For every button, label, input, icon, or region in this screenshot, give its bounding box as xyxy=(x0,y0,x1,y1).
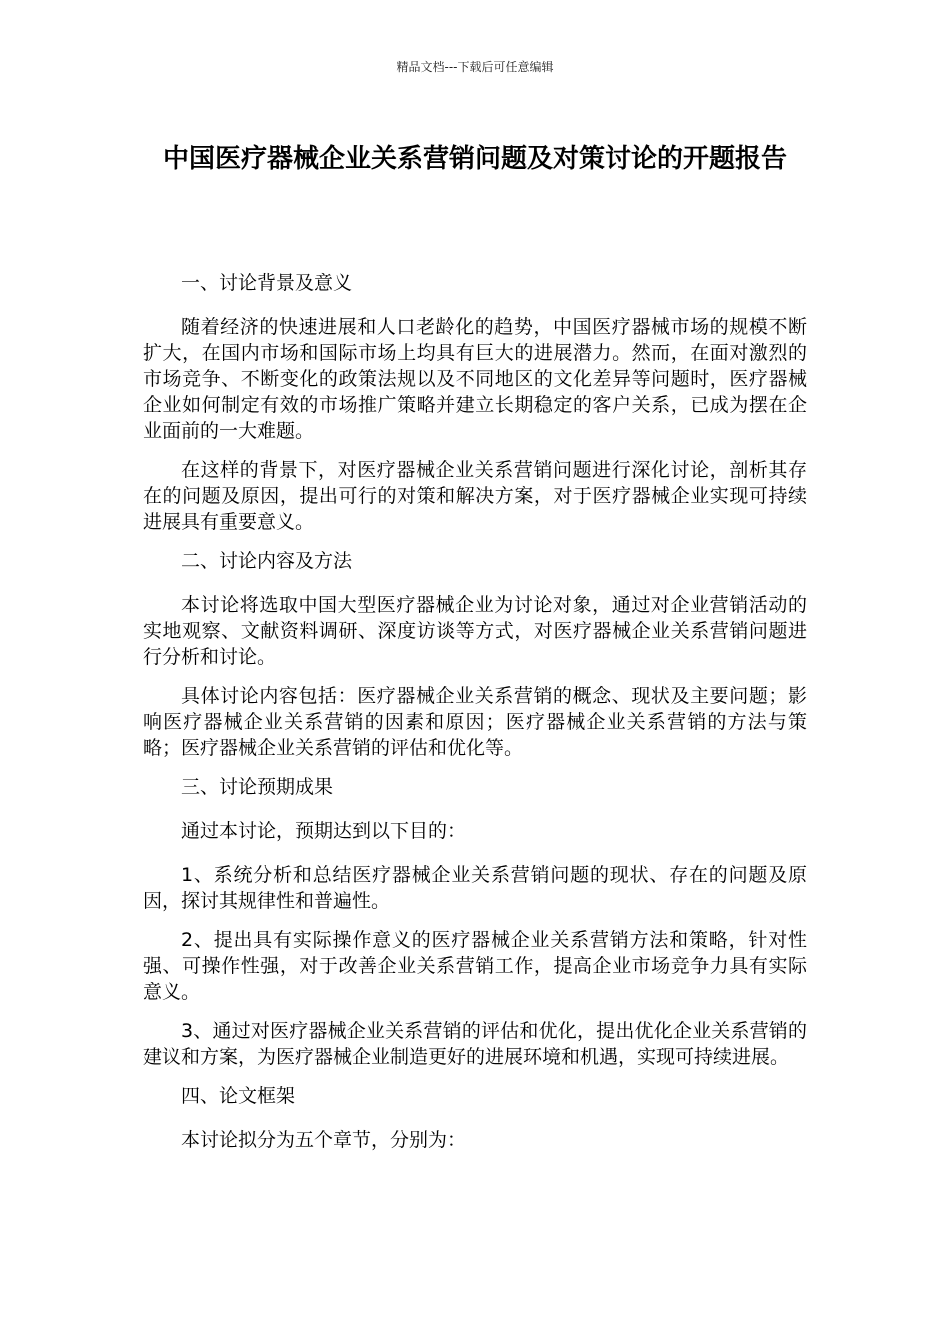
list-item: 3、通过对医疗器械企业关系营销的评估和优化，提出优化企业关系营销的建议和方案，为医疗器械企业制造更好的进展环境和机遇，实现可持续进展。 xyxy=(143,1020,807,1068)
section-heading: 一、讨论背景及意义 xyxy=(181,272,353,294)
document-title: 中国医疗器械企业关系营销问题及对策讨论的开题报告 xyxy=(162,144,787,174)
section-heading: 二、讨论内容及方法 xyxy=(181,550,353,572)
list-item: 1、系统分析和总结医疗器械企业关系营销问题的现状、存在的问题及原因，探讨其规律性和普遍性。 xyxy=(143,864,807,912)
paragraph: 在这样的背景下，对医疗器械企业关系营销问题进行深化讨论，剖析其存在的问题及原因，提出可行的对策和解决方案，对于医疗器械企业实现可持续进展具有重要意义。 xyxy=(143,459,807,533)
document-body xyxy=(143,270,807,1166)
page-header: 精品文档---下载后可任意编辑 xyxy=(396,60,554,74)
paragraph: 本讨论拟分为五个章节，分别为： xyxy=(181,1129,467,1151)
section-heading: 四、论文框架 xyxy=(181,1085,296,1107)
paragraph: 通过本讨论，预期达到以下目的： xyxy=(181,820,467,842)
paragraph: 本讨论将选取中国大型医疗器械企业为讨论对象，通过对企业营销活动的实地观察、文献资料调研、深度访谈等方式，对医疗器械企业关系营销问题进行分析和讨论。 xyxy=(143,594,807,668)
list-item: 2、提出具有实际操作意义的医疗器械企业关系营销方法和策略，针对性强、可操作性强，对于改善企业关系营销工作，提高企业市场竞争力具有实际意义。 xyxy=(143,929,807,1003)
section-heading: 三、讨论预期成果 xyxy=(181,776,334,798)
paragraph: 随着经济的快速进展和人口老龄化的趋势，中国医疗器械市场的规模不断扩大，在国内市场和国际市场上均具有巨大的进展潜力。然而，在面对激烈的市场竞争、不断变化的政策法规以及不同地区的文化差异等问题时，医疗器械企业如何制定有效的市场推广策略并建立长期稳定的客户关系，已成为摆在企业面前的一大难题。 xyxy=(143,316,807,442)
paragraph: 具体讨论内容包括：医疗器械企业关系营销的概念、现状及主要问题；影响医疗器械企业关系营销的因素和原因；医疗器械企业关系营销的方法与策略；医疗器械企业关系营销的评估和优化等。 xyxy=(143,685,807,759)
